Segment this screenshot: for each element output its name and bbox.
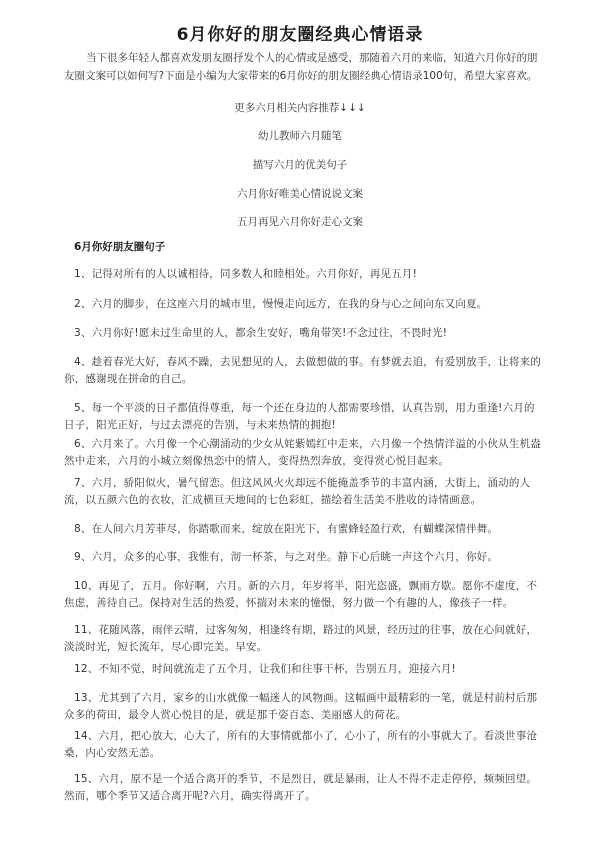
recommend-link[interactable]: 描写六月的优美句子 — [252, 159, 348, 171]
quote-paragraph: 14、六月，把心放大，心大了，所有的大事情就都小了，心小了，所有的小事就大了。看淡世事沧桑，内心安然无恙。 — [64, 730, 538, 759]
section-heading: 6月你好朋友圈句子 — [74, 241, 166, 253]
quote-paragraph: 7、六月，骄阳似火，暑气留恋。但这风风火火却远不能掩盖季节的丰富内涵，大街上，涌动的人流，以五颜六色的衣妆，汇成横亘天地间的七色彩虹，描绘着生活美不胜收的诗情画意。 — [64, 477, 531, 506]
quote-paragraph: 11、花随风落，雨伴云晴，过客匆匆，相逢终有期，路过的风景，经历过的往事，放在心间就好，淡淡时光，短长流年，尽心即完美。早安。 — [64, 624, 538, 653]
quote-paragraph: 2、六月的脚步，在这座六月的城市里，慢慢走向远方，在我的身与心之间向东又向夏。 — [74, 298, 488, 310]
quote-paragraph: 13、尤其到了六月，家乡的山水就像一幅迷人的风物画。这幅画中最精彩的一笔，就是村前村后那众多的荷田，最令人赏心悦目的是，就是那千姿百态、美丽感人的荷花。 — [64, 692, 538, 721]
recommend-link[interactable]: 幼儿教师六月随笔 — [258, 130, 342, 142]
quote-paragraph: 5、每一个平淡的日子都值得尊重，每一个还在身边的人都需要珍惜，认真告别，用力重逢!六月的日子，阳光正好，与过去漂亮的告别，与未来热情的拥抱! — [64, 402, 535, 431]
quote-paragraph: 6、六月来了。六月像一个心潮涌动的少女从姹紫嫣红中走来，六月像一个热情洋溢的小伙从生机盎然中走来，六月的小城立刻像热恋中的情人，变得热烈奔放，变得赏心悦目起来。 — [64, 438, 541, 467]
quote-paragraph: 9、六月，众多的心事，我惟有，沏一杯茶，与之对坐。静下心后眺一声这个六月，你好。 — [74, 551, 499, 563]
quote-paragraph: 3、六月你好!愿未过生命里的人，都余生安好，嘴角带笑!不念过往，不畏时光! — [74, 327, 448, 339]
quote-paragraph: 8、在人间六月芳菲尽，你踏歌而来，绽放在阳光下，有蜜蜂轻盈行欢，有蝴蝶深情伴舞。 — [74, 523, 499, 535]
quote-paragraph: 15、六月，原不是一个适合离开的季节，不是烈日，就是暴雨，让人不得不走走停停，频频回望。然而，哪个季节又适合离开呢?六月，确实得离开了。 — [64, 773, 538, 802]
quote-paragraph: 4、趁着春光大好，春风不躁，去见想见的人，去做想做的事。有梦就去追，有爱别放手，让将来的你，感谢现在拼命的自己。 — [64, 356, 541, 385]
quote-paragraph: 12、不知不觉，时间就流走了五个月，让我们和往事干杯，告别五月，迎接六月! — [74, 663, 456, 675]
page-title: 6月你好的朋友圈经典心情语录 — [176, 25, 424, 45]
recommend-link[interactable]: 六月你好唯美心情说说文案 — [237, 188, 363, 200]
recommend-link[interactable]: 五月再见六月你好走心文案 — [237, 216, 363, 228]
intro-paragraph: 当下很多年轻人都喜欢发朋友圈抒发个人的心情或是感受，那随着六月的来临，知道六月你好的朋友圈文案可以如何写?下面是小编为大家带来的6月你好的朋友圈经典心情语录100句，希望大家喜欢。 — [64, 52, 538, 82]
quote-paragraph: 1、记得对所有的人以诚相待，同多数人和睦相处。六月你好，再见五月! — [74, 268, 417, 280]
recommend-heading: 更多六月相关内容推荐↓↓↓ — [234, 102, 366, 114]
quote-paragraph: 10、再见了，五月。你好啊，六月。新的六月，年岁将半，阳光恣盛，飘雨方歇。愿你不虚度，不焦虑，善待自己。保持对生活的热爱，怀揣对未来的憧憬，努力做一个有趣的人，像孩子一样。 — [64, 580, 538, 609]
